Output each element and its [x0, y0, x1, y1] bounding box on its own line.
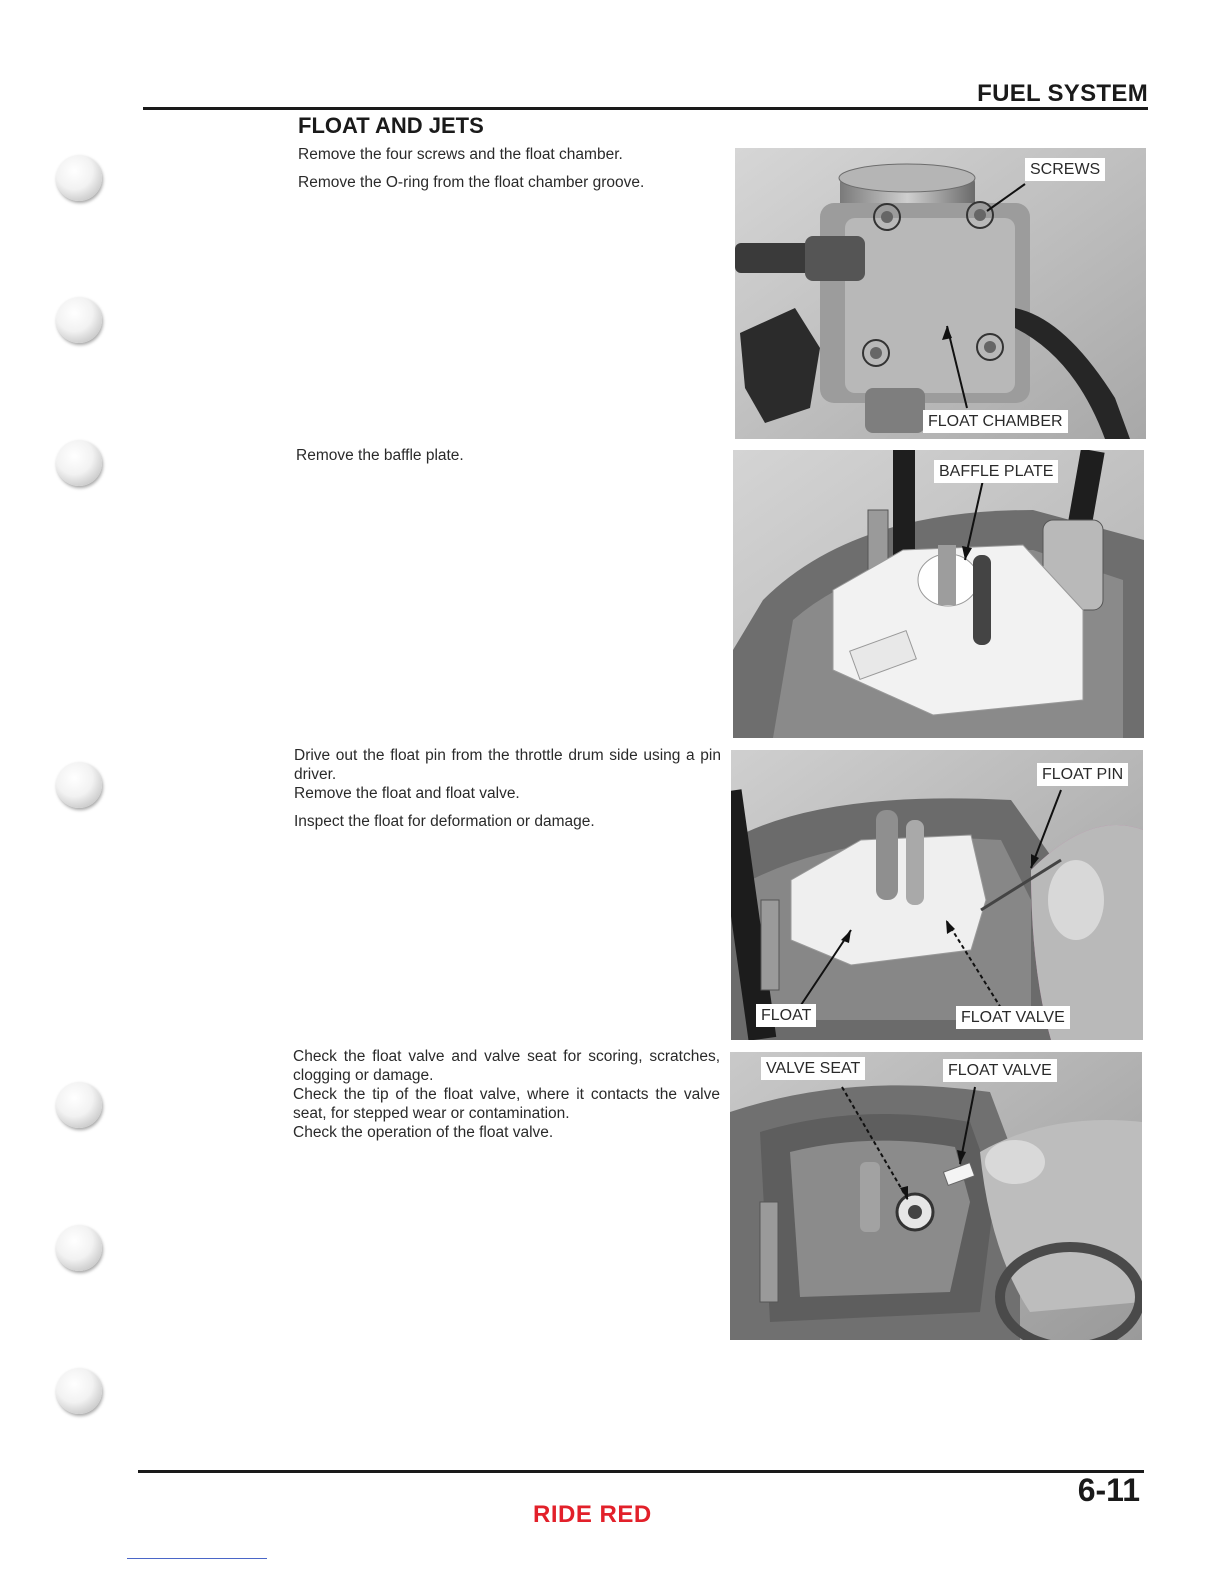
step-1-line-2: Remove the O-ring from the float chamber groove.	[298, 174, 645, 191]
label-valve-seat: VALVE SEAT	[761, 1057, 865, 1080]
binder-hole	[56, 1225, 102, 1271]
label-float-valve: FLOAT VALVE	[943, 1059, 1057, 1082]
step-2	[296, 446, 721, 465]
header-rule	[143, 107, 1148, 110]
step-4	[293, 1047, 720, 1142]
figure-1-photo	[735, 148, 1146, 439]
valve-seat-illustration	[730, 1052, 1142, 1340]
binder-hole	[56, 762, 102, 808]
binder-hole	[56, 1082, 102, 1128]
page-title: FLOAT AND JETS	[298, 113, 484, 138]
step-3-line-1: Drive out the float pin from the throttle drum side using a pin driver.	[294, 747, 721, 783]
carburetor-illustration	[735, 148, 1146, 439]
step-3-line-2: Remove the float and float valve.	[294, 785, 520, 802]
step-4-line-2: Check the tip of the float valve, where it contacts the valve seat, for stepped wear or contamination.	[293, 1086, 720, 1122]
binder-hole	[56, 155, 102, 201]
brand-logo: RIDE RED	[533, 1501, 652, 1528]
label-screws: SCREWS	[1025, 158, 1105, 181]
section-title: FUEL SYSTEM	[977, 80, 1148, 107]
label-float: FLOAT	[756, 1004, 816, 1027]
binder-hole	[56, 1368, 102, 1414]
bottom-mark	[127, 1558, 267, 1559]
step-2-line-1: Remove the baffle plate.	[296, 447, 464, 464]
step-3-line-3: Inspect the float for deformation or damage.	[294, 813, 595, 830]
float-illustration	[731, 750, 1143, 1040]
label-baffle-plate: BAFFLE PLATE	[934, 460, 1058, 483]
figure-4-photo	[730, 1052, 1142, 1340]
label-float-pin: FLOAT PIN	[1037, 763, 1128, 786]
baffle-plate-illustration	[733, 450, 1144, 738]
figure-3-photo	[731, 750, 1143, 1040]
step-3	[294, 746, 721, 831]
step-4-line-3: Check the operation of the float valve.	[293, 1124, 554, 1141]
footer-rule	[138, 1470, 1144, 1473]
binder-hole	[56, 297, 102, 343]
step-1	[298, 145, 723, 192]
step-1-line-1: Remove the four screws and the float chamber.	[298, 146, 623, 163]
step-4-line-1: Check the float valve and valve seat for scoring, scratches, clogging or damage.	[293, 1048, 720, 1084]
binder-hole	[56, 440, 102, 486]
figure-2-photo	[733, 450, 1144, 738]
label-float-chamber: FLOAT CHAMBER	[923, 410, 1068, 433]
page-number: 6-11	[1077, 1472, 1140, 1508]
label-float-valve: FLOAT VALVE	[956, 1006, 1070, 1029]
